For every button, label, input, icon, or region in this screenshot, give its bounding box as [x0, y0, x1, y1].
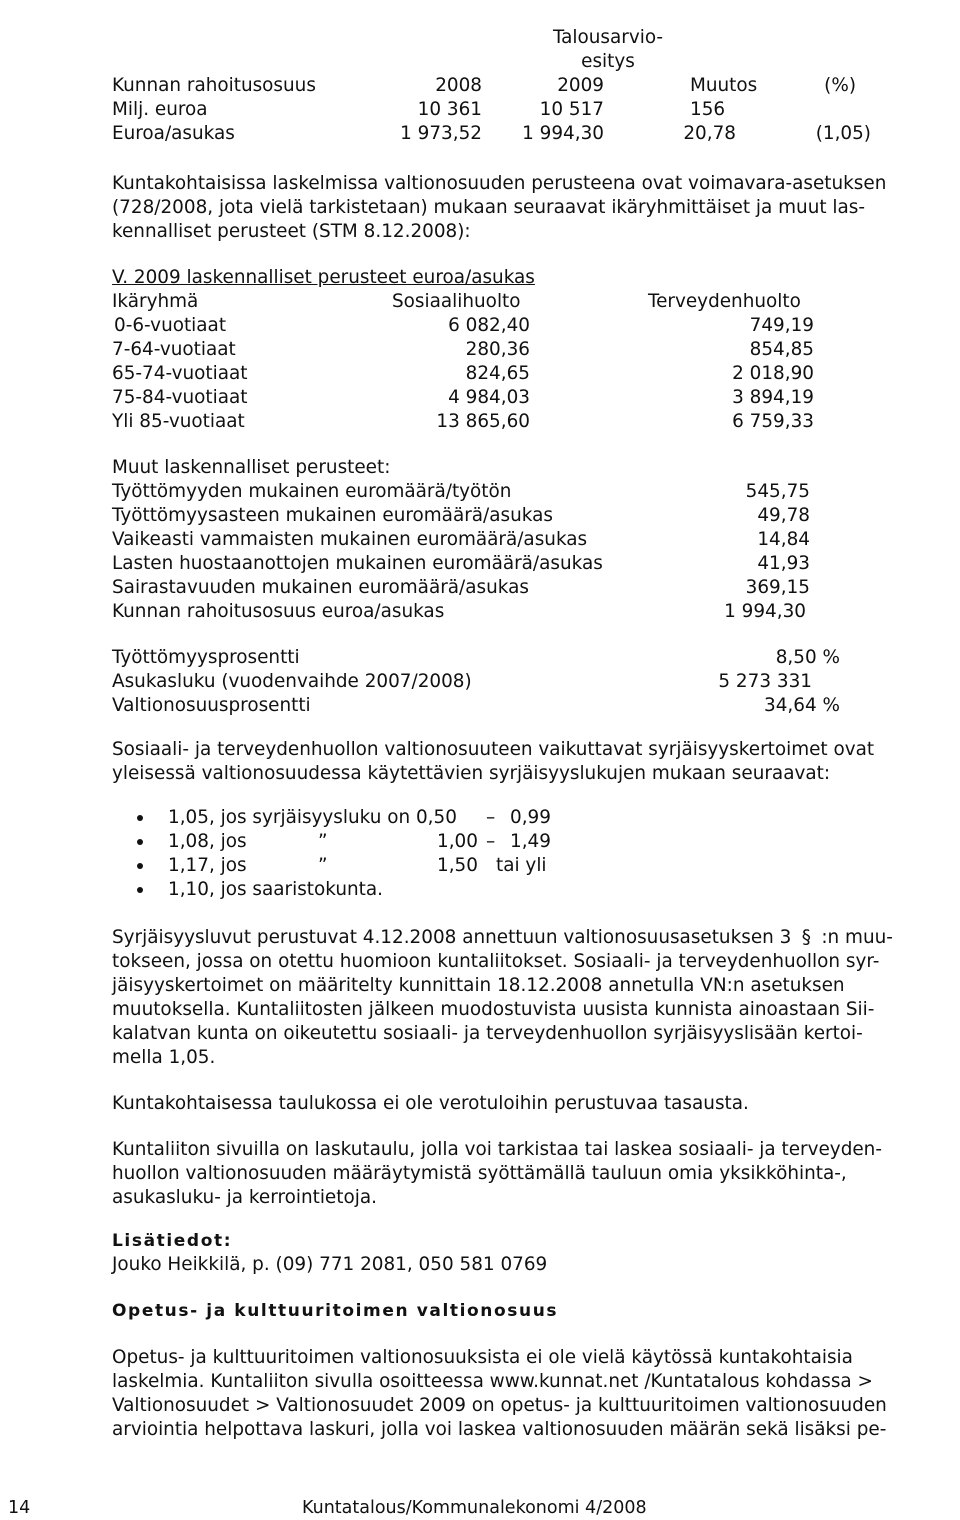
stat-label: Valtionosuusprosentti [112, 695, 311, 716]
section-heading: Opetus- ja kulttuuritoimen valtionosuus [112, 1301, 559, 1321]
tax-equalization-note: Kuntakohtaisessa taulukossa ei ole verotuloihin perustuvaa tasausta. [112, 1093, 749, 1114]
paragraph-line: Kuntakohtaisissa laskelmissa valtionosuuden perusteena ovat voimavara-asetuksen [112, 173, 887, 194]
row-label: Euroa/asukas [112, 123, 235, 144]
criteria-value: 41,93 [757, 553, 810, 574]
stat-label: Asukasluku (vuodenvaihde 2007/2008) [112, 671, 472, 692]
row-2009: 1 994,30 [522, 123, 604, 144]
paragraph-line: jäisyyskertoimet on määritelty kunnittain 18.12.2008 annetulla VN:n asetuksen [112, 975, 845, 996]
paragraph-line: kalatvan kunta on oikeutettu sosiaali- ja terveydenhuollon syrjäisyyslisään kertoi- [112, 1023, 863, 1044]
paragraph-line: kennalliset perusteet (STM 8.12.2008): [112, 221, 471, 242]
paragraph-line [112, 926, 893, 950]
age-group: 0-6-vuotiaat [114, 315, 227, 336]
bullet-range-start: 1,50 [437, 855, 478, 876]
row-2009: 10 517 [539, 99, 604, 120]
row-2008: 10 361 [417, 99, 482, 120]
health-value: 6 759,33 [732, 411, 814, 432]
bullet-range-end: tai yli [496, 855, 547, 876]
stat-label: Työttömyysprosentti [112, 647, 300, 668]
paragraph-line: huollon valtionosuuden määräytymistä syöttämällä tauluun omia yksikköhinta-, [112, 1163, 847, 1184]
page-number: 14 [8, 1498, 31, 1518]
bullet-icon [137, 815, 143, 821]
col-2009: 2009 [557, 75, 604, 96]
col-health-care: Terveydenhuolto [648, 291, 801, 312]
social-value: 13 865,60 [436, 411, 530, 432]
social-value: 4 984,03 [448, 387, 530, 408]
paragraph-line: asukasluku- ja kerrointietoja. [112, 1187, 377, 1208]
criteria-label: Sairastavuuden mukainen euromäärä/asukas [112, 577, 529, 598]
paragraph-line: muutoksella. Kuntaliitosten jälkeen muodostuvista uusista kunnista ainoastaan Sii- [112, 999, 875, 1020]
stat-value: 34,64 % [764, 695, 840, 716]
stat-value: 5 273 331 [718, 671, 812, 692]
age-group: 65-74-vuotiaat [112, 363, 248, 384]
row-label: Milj. euroa [112, 99, 208, 120]
bullet-coef: 1,10, jos saaristokunta. [168, 879, 383, 900]
text-span: :n muu- [821, 927, 893, 948]
criteria-label: Työttömyyden mukainen euromäärä/työtön [112, 481, 512, 502]
paragraph-line: tokseen, jossa on otettu huomioon kuntaliitokset. Sosiaali- ja terveydenhuollon syr- [112, 951, 880, 972]
paragraph-line: mella 1,05. [112, 1047, 216, 1068]
paragraph-line: arviointia helpottava laskuri, jolla voi laskea valtionosuuden määrän sekä lisäksi pe- [112, 1419, 887, 1440]
row-2008: 1 973,52 [400, 123, 482, 144]
bullet-range-end: 0,99 [510, 807, 551, 828]
row-change: 156 [690, 99, 726, 120]
col-pct: (%) [824, 75, 856, 96]
criteria-value: 1 994,30 [724, 601, 806, 622]
header-budget: Talousarvio- [552, 27, 664, 48]
col-age-group: Ikäryhmä [112, 291, 199, 312]
age-group: Yli 85-vuotiaat [112, 411, 245, 432]
age-group: 75-84-vuotiaat [112, 387, 248, 408]
ditto-mark: ” [318, 831, 328, 852]
health-value: 749,19 [749, 315, 814, 336]
criteria-label: Lasten huostaanottojen mukainen euromäärä/asukas [112, 553, 603, 574]
paragraph-line: laskelmia. Kuntaliiton sivulla osoitteessa www.kunnat.net /Kuntatalous kohdassa > [112, 1371, 873, 1392]
bullet-range-end: 1,49 [510, 831, 551, 852]
bullet-icon [137, 887, 143, 893]
age-table-title: V. 2009 laskennalliset perusteet euroa/asukas [112, 267, 535, 288]
row-change: 20,78 [683, 123, 736, 144]
paragraph-line: Valtionosuudet > Valtionosuudet 2009 on opetus- ja kulttuuritoimen valtionosuuden [112, 1395, 887, 1416]
ditto-mark: ” [318, 855, 328, 876]
header-budget-cont: esitys [581, 51, 635, 72]
paragraph-line: yleisessä valtionosuudessa käytettävien syrjäisyyslukujen mukaan seuraavat: [112, 763, 831, 784]
health-value: 3 894,19 [732, 387, 814, 408]
col-social-care: Sosiaalihuolto [392, 291, 521, 312]
row-pct: (1,05) [815, 123, 871, 144]
paragraph-line: Opetus- ja kulttuuritoimen valtionosuuksista ei ole vielä käytössä kuntakohtaisia [112, 1347, 853, 1368]
bullet-dash: – [486, 831, 496, 852]
health-value: 2 018,90 [732, 363, 814, 384]
bullet-dash: – [486, 807, 496, 828]
more-info-heading: Lisätiedot: [112, 1231, 233, 1251]
criteria-label: Työttömyysasteen mukainen euromäärä/asukas [112, 505, 553, 526]
health-value: 854,85 [749, 339, 814, 360]
text-span: Syrjäisyysluvut perustuvat 4.12.2008 annettuun valtionosuusasetuksen 3 [112, 927, 792, 948]
contact-info: Jouko Heikkilä, p. (09) 771 2081, 050 581 0769 [112, 1254, 548, 1275]
bullet-icon [137, 839, 143, 845]
paragraph-line: Kuntaliiton sivuilla on laskutaulu, jolla voi tarkistaa tai laskea sosiaali- ja terveyden- [112, 1139, 882, 1160]
social-value: 824,65 [465, 363, 530, 384]
publication-name: Kuntatalous/Kommunalekonomi 4/2008 [302, 1498, 647, 1518]
criteria-label: Kunnan rahoitusosuus euroa/asukas [112, 601, 445, 622]
criteria-value: 14,84 [757, 529, 810, 550]
bullet-icon [137, 863, 143, 869]
criteria-value: 369,15 [745, 577, 810, 598]
criteria-value: 49,78 [757, 505, 810, 526]
criteria-label: Vaikeasti vammaisten mukainen euromäärä/asukas [112, 529, 588, 550]
col-change: Muutos [690, 75, 758, 96]
paragraph-line: (728/2008, jota vielä tarkistetaan) mukaan seuraavat ikäryhmittäiset ja muut las- [112, 197, 866, 218]
bullet-coef: 1,05, jos syrjäisyysluku on 0,50 [168, 807, 457, 828]
header-title: Kunnan rahoitusosuus [112, 75, 316, 96]
paragraph-line: Sosiaali- ja terveydenhuollon valtionosuuteen vaikuttavat syrjäisyyskertoimet ovat [112, 739, 875, 760]
social-value: 280,36 [465, 339, 530, 360]
section-sign: § [801, 927, 811, 948]
age-group: 7-64-vuotiaat [112, 339, 236, 360]
bullet-range-start: 1,00 [437, 831, 478, 852]
bullet-coef: 1,08, jos [168, 831, 247, 852]
col-2008: 2008 [435, 75, 482, 96]
other-criteria-title: Muut laskennalliset perusteet: [112, 457, 391, 478]
social-value: 6 082,40 [448, 315, 530, 336]
stat-value: 8,50 % [775, 647, 840, 668]
criteria-value: 545,75 [745, 481, 810, 502]
bullet-coef: 1,17, jos [168, 855, 247, 876]
